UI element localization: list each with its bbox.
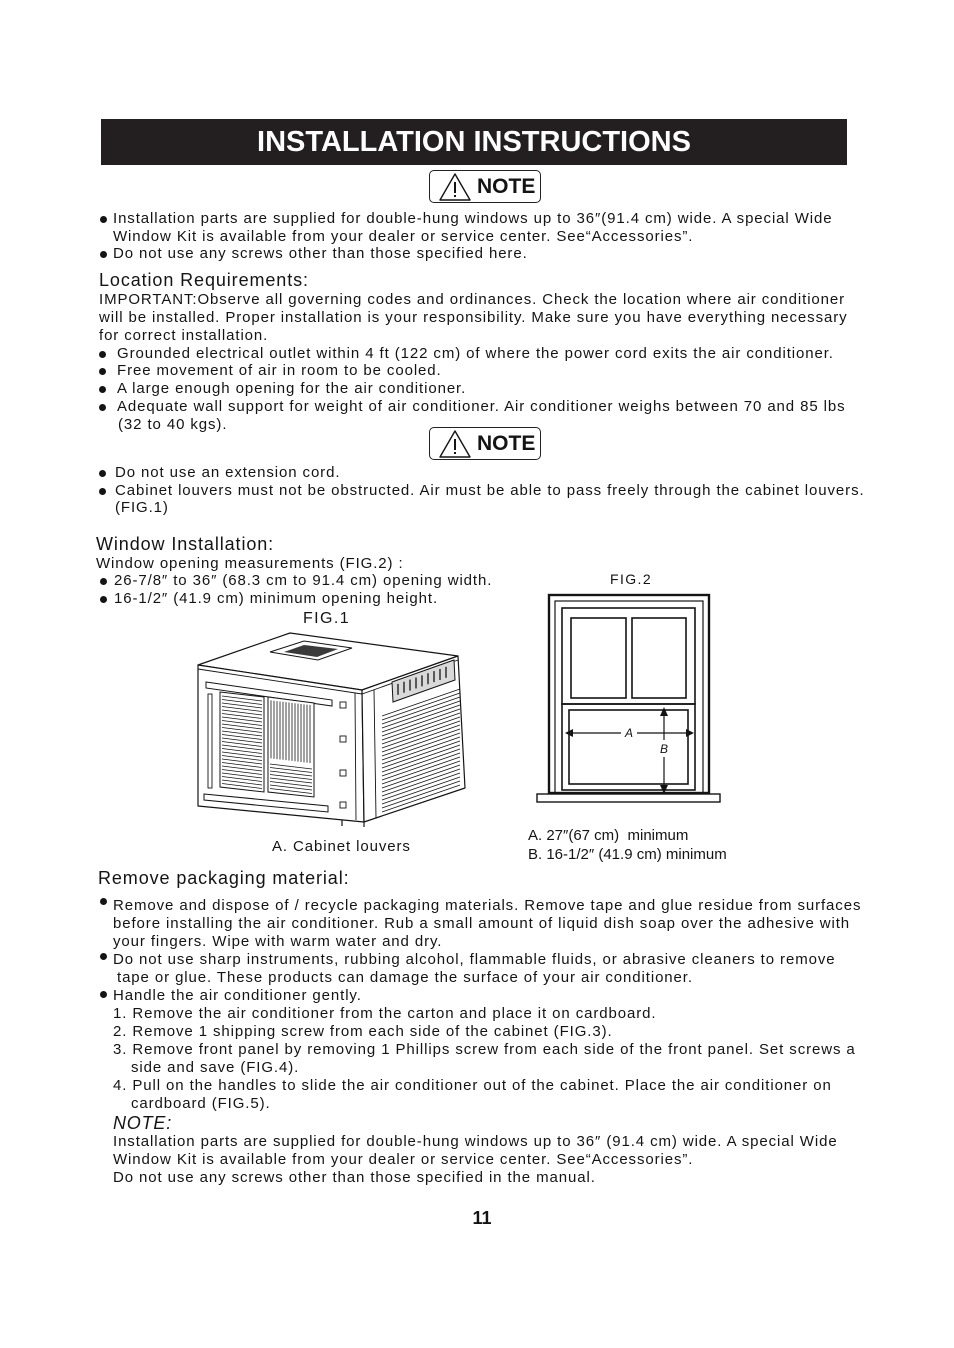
packaging-bullet-2-line-2: tape or glue. These products can damage the surface of your air conditioner.: [117, 969, 693, 986]
note-label: NOTE: [477, 432, 536, 455]
page-number: 11: [472, 1208, 492, 1228]
warning-triangle-icon: [438, 172, 472, 202]
location-important-line-2: will be installed. Proper installation is your responsibility. Make sure you have everything necessary: [99, 309, 848, 326]
window-heading: Window Installation:: [96, 534, 275, 554]
bullet-dot: [100, 953, 107, 960]
closing-note-line-2: Window Kit is available from your dealer or service center. See“Accessories”.: [113, 1151, 694, 1168]
packaging-bullet-2-line-1: Do not use sharp instruments, rubbing alcohol, flammable fluids, or abrasive cleaners to remove: [113, 951, 836, 968]
bullet-dot: [100, 251, 107, 258]
fig2-label: FIG.2: [610, 571, 653, 587]
bullet-dot: [99, 404, 106, 411]
packaging-step-2: 2. Remove 1 shipping screw from each side of the cabinet (FIG.3).: [113, 1023, 613, 1040]
bullet-dot: [100, 596, 107, 603]
screw-mark: [340, 770, 346, 776]
fig2-legend-b: B. 16-1/2″ (41.9 cm) minimum: [528, 846, 727, 863]
note2-bullet-2-line-2: (FIG.1): [115, 499, 169, 516]
screw-mark: [340, 802, 346, 808]
packaging-bullet-1-line-2: before installing the air conditioner. Rub a small amount of liquid dish soap over the adhesive with: [113, 915, 851, 932]
note-box: [429, 427, 541, 460]
note1-bullet-1-line-2: Window Kit is available from your dealer or service center. See“Accessories”.: [113, 228, 694, 245]
screw-mark: [340, 702, 346, 708]
closing-note-line-1: Installation parts are supplied for double-hung windows up to 36″ (91.4 cm) wide. A special Wide: [113, 1133, 838, 1150]
packaging-bullet-3: Handle the air conditioner gently.: [113, 987, 362, 1004]
window-bullet-1: 26-7/8″ to 36″ (68.3 cm to 91.4 cm) opening width.: [114, 572, 493, 589]
closing-note-heading: NOTE:: [113, 1113, 173, 1133]
window-outer-frame: [549, 595, 709, 793]
note2-bullet-1: Do not use an extension cord.: [115, 464, 341, 481]
front-left-bar: [208, 694, 212, 788]
packaging-step-3-line-1: 3. Remove front panel by removing 1 Phillips screw from each side of the front panel. Set screws a: [113, 1041, 856, 1058]
note-label: NOTE: [477, 175, 536, 198]
bullet-dot: [100, 216, 107, 223]
air-conditioner-illustration: [192, 630, 472, 830]
packaging-step-3-line-2: side and save (FIG.4).: [131, 1059, 300, 1076]
fig2-legend-a: A. 27″(67 cm) minimum: [528, 827, 689, 844]
packaging-heading: Remove packaging material:: [98, 868, 350, 888]
page-title: INSTALLATION INSTRUCTIONS: [101, 119, 847, 165]
bullet-dot: [100, 991, 107, 998]
note-box: [429, 170, 541, 203]
dimension-a-label: A: [624, 726, 634, 740]
note1-bullet-2-line-1: Do not use any screws other than those specified here.: [113, 245, 528, 262]
bullet-dot: [100, 898, 107, 905]
packaging-step-1: 1. Remove the air conditioner from the carton and place it on cardboard.: [113, 1005, 657, 1022]
window-intro: Window opening measurements (FIG.2) :: [96, 555, 404, 572]
location-bullet-2: Free movement of air in room to be cooled.: [117, 362, 442, 379]
bullet-dot: [99, 470, 106, 477]
location-heading: Location Requirements:: [99, 270, 309, 290]
packaging-bullet-1-line-3: your fingers. Wipe with warm water and dry.: [113, 933, 443, 950]
fig1-caption: A. Cabinet louvers: [272, 838, 411, 855]
location-bullet-4-line-1: Adequate wall support for weight of air conditioner. Air conditioner weighs between 70 and 85 lbs: [117, 398, 846, 415]
note2-bullet-2-line-1: Cabinet louvers must not be obstructed. Air must be able to pass freely through the cabinet louvers.: [115, 482, 865, 499]
bullet-dot: [100, 578, 107, 585]
screw-mark: [340, 736, 346, 742]
location-important-line-3: for correct installation.: [99, 327, 269, 344]
packaging-step-4-line-1: 4. Pull on the handles to slide the air conditioner out of the cabinet. Place the air conditioner on: [113, 1077, 832, 1094]
note1-bullet-1-line-1: Installation parts are supplied for double-hung windows up to 36″(91.4 cm) wide. A special Wide: [113, 210, 833, 227]
bullet-dot: [99, 351, 106, 358]
bullet-dot: [99, 488, 106, 495]
dimension-b-label: B: [659, 742, 669, 756]
window-sill: [537, 794, 720, 802]
location-bullet-1: Grounded electrical outlet within 4 ft (122 cm) of where the power cord exits the air conditioner.: [117, 345, 834, 362]
location-bullet-4-line-2: (32 to 40 kgs).: [118, 416, 228, 433]
warning-triangle-icon: [438, 429, 472, 459]
packaging-bullet-1-line-1: Remove and dispose of / recycle packaging materials. Remove tape and glue residue from surfaces: [113, 897, 862, 914]
window-measurement-diagram: [535, 590, 725, 820]
location-bullet-3: A large enough opening for the air conditioner.: [117, 380, 467, 397]
bullet-dot: [99, 368, 106, 375]
fig1-label: FIG.1: [303, 610, 351, 627]
packaging-step-4-line-2: cardboard (FIG.5).: [131, 1095, 271, 1112]
bullet-dot: [99, 386, 106, 393]
window-bullet-2: 16-1/2″ (41.9 cm) minimum opening height.: [114, 590, 439, 607]
location-important-line-1: IMPORTANT:Observe all governing codes and ordinances. Check the location where air conditioner: [99, 291, 846, 308]
closing-note-line-3: Do not use any screws other than those specified in the manual.: [113, 1169, 596, 1186]
